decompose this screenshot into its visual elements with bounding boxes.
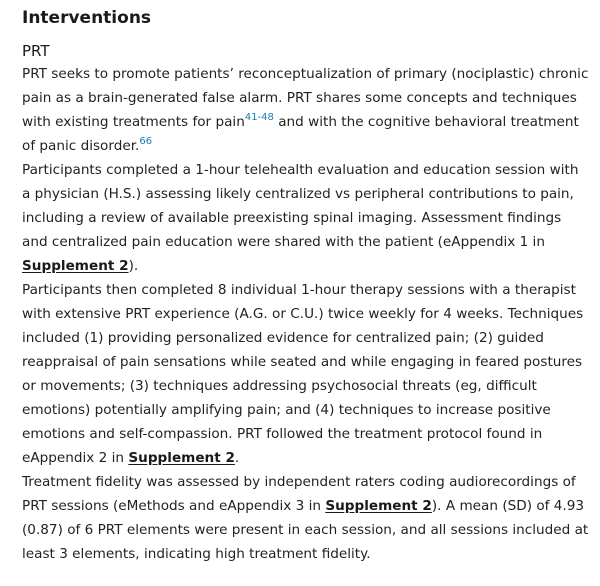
subsection-title: PRT [22,42,50,60]
paragraph-text: ). A mean (SD) of 4.93 (0.87) of 6 PRT elements were present in each session, and all sessions included at least 3 elements, indicating high treatment fidelity. [22,498,589,562]
paragraph-text: and with the cognitive behavioral treatment of panic disorder. [22,114,579,154]
paragraph-text: ). [128,258,139,274]
section-title: Interventions [22,8,152,28]
citation-link-41-48[interactable]: 41-48 [244,112,274,123]
paragraph-text: Treatment fidelity was assessed by independent raters coding audiorecordings of PRT sessions (eMethods and eAppendix 3 in [22,474,576,514]
citation-link-66[interactable]: 66 [139,136,153,147]
paragraph-text: Participants then completed 8 individual 1-hour therapy sessions with a therapist with extensive PRT experience (A.G. or C.U.) twice weekly for 4 weeks. Techniques included (1) providing personalized evidence for centralized pain; (2) guided reappraisal of pain sensations while seated and while engaging in feared postures or movements; (3) techniques addressing psychosocial threats (eg, difficult emotions) potentially amplifying pain; and (4) techniques to increase positive emotions and self-compassion. PRT followed the treatment protocol found in eAppendix 2 in [22,282,584,466]
paragraph-therapy-sessions [22,278,590,470]
supplement-2-link[interactable]: Supplement 2 [325,498,432,514]
paragraph-text: Participants completed a 1-hour telehealth evaluation and education session with a physician (H.S.) assessing likely centralized vs peripheral contributions to pain, including a review of available preexisting spinal imaging. Assessment findings and centralized pain education were shared with the patient (eAppendix 1 in [22,162,579,250]
article-section [22,6,590,566]
paragraph-text: PRT seeks to promote patients’ reconceptualization of primary (nociplastic) chronic pain as a brain-generated false alarm. PRT shares some concepts and techniques with existing treatments for pain [22,66,589,130]
supplement-2-link[interactable]: Supplement 2 [128,450,235,466]
paragraph-prt-overview [22,62,590,158]
paragraph-treatment-fidelity [22,470,590,566]
supplement-2-link[interactable]: Supplement 2 [22,258,129,274]
paragraph-evaluation-session [22,158,590,278]
paragraph-text: . [234,450,240,466]
